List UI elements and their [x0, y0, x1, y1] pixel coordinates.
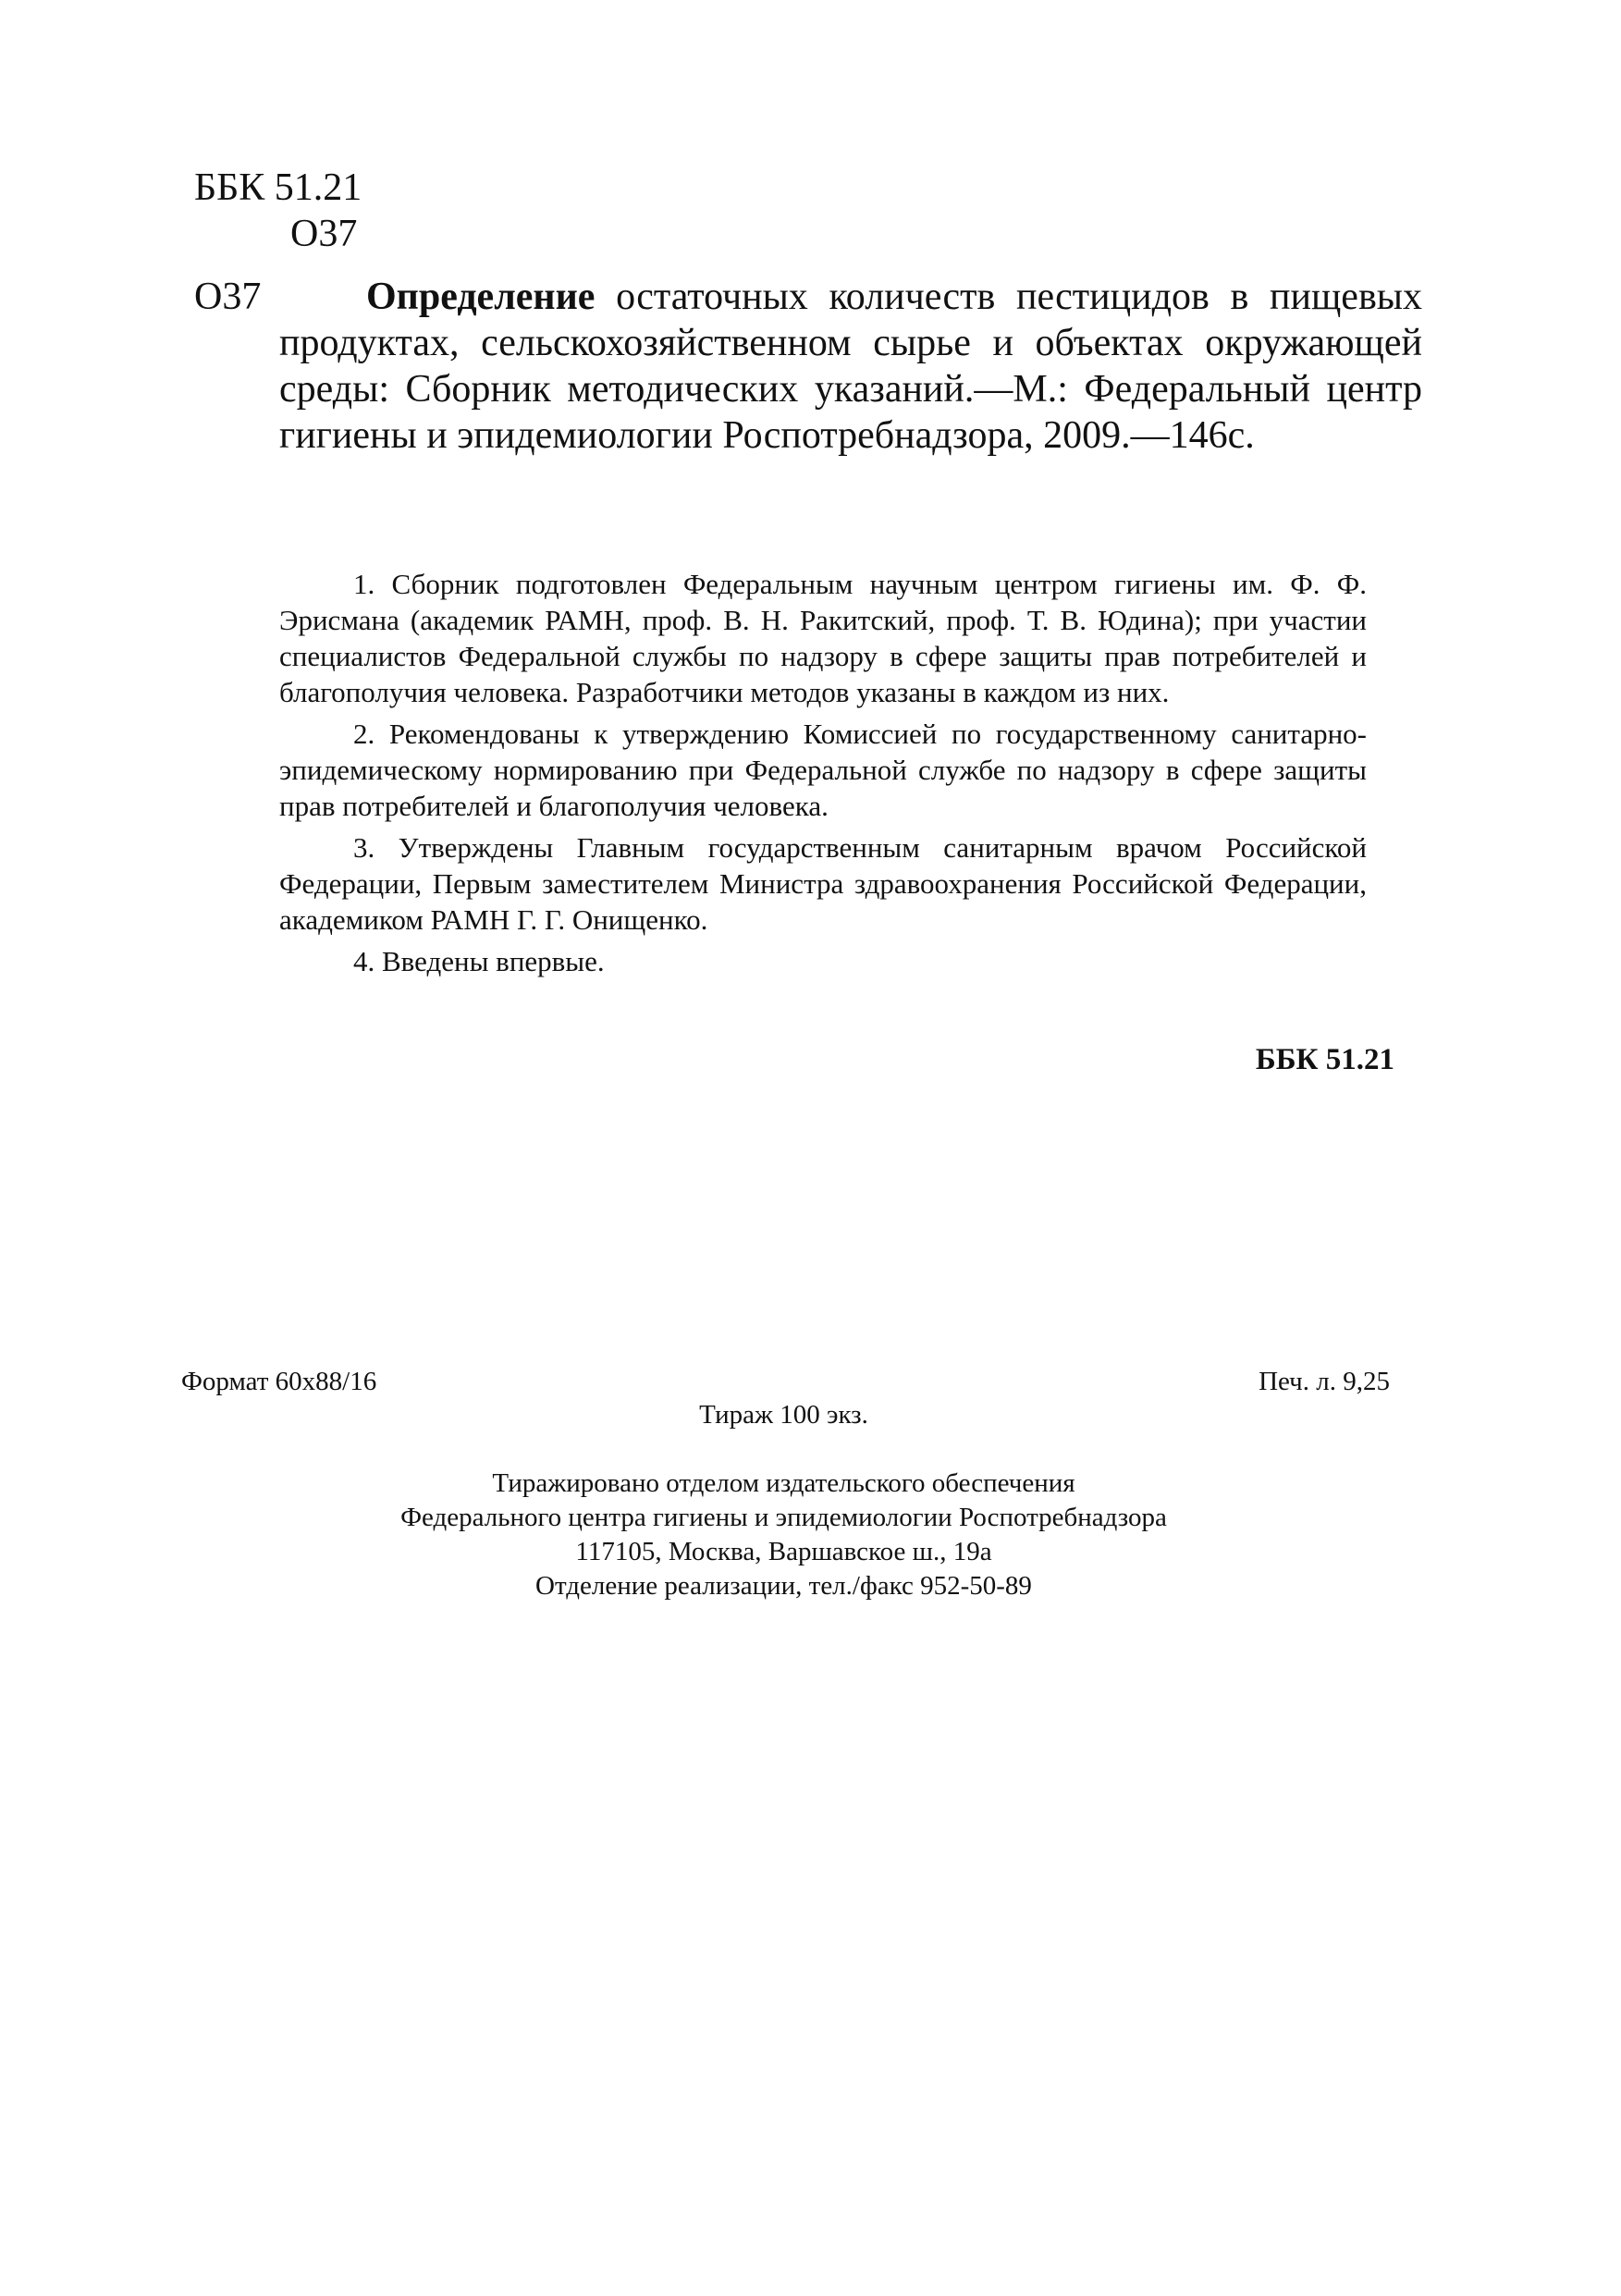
note-item: 3. Утверждены Главным государственным санитарным врачом Российской Федерации, Первым заместителем Министра здравоохранения Российской Федерации, академиком РАМН Г. Г. Онищенко. [279, 831, 1367, 936]
imprint-sheets: Печ. л. 9,25 [1259, 1367, 1390, 1396]
notes-list [279, 566, 1367, 985]
bibliographic-description [194, 274, 1422, 459]
note-item: 1. Сборник подготовлен Федеральным научным центром гигиены им. Ф. Ф. Эрисмана (академик РАМН, проф. В. Н. Ракитский, проф. Т. В. Юдина); при участии специалистов Федеральной службы по надзору в сфере защиты прав потребителей и благополучия человека. Разработчики методов указаны в каждом из них. [279, 568, 1367, 708]
author-mark: О37 [290, 213, 358, 255]
publisher-info [0, 1467, 1567, 1603]
bbk-header [194, 165, 362, 257]
publisher-line: Отделение реализации, тел./факс 952-50-89 [535, 1571, 1032, 1601]
biblio-title-lead: Определение [366, 276, 596, 318]
bbk-label: ББК 51.21 [194, 166, 362, 209]
imprint-print-run: Тираж 100 экз. [699, 1400, 868, 1430]
note-item: 4. Введены впервые. [353, 945, 605, 977]
publisher-line: 117105, Москва, Варшавское ш., 19а [575, 1537, 992, 1566]
biblio-description: остаточных количеств пестицидов в пищевых продуктах, сельскохозяйственном сырье и объектах окружающей среды: Сборник методических указаний.—М.: Федеральный центр гигиены и эпидемиологии Роспотребнадзора, 2009.—146с. [279, 276, 1422, 457]
note-item: 2. Рекомендованы к утверждению Комиссией по государственному санитарно-эпидемическому нормированию при Федеральной службе по надзору в сфере защиты прав потребителей и благополучия человека. [279, 718, 1367, 822]
bbk-bottom-label: ББК 51.21 [1255, 1043, 1394, 1076]
biblio-author-mark: О37 [194, 276, 262, 318]
biblio-text [279, 274, 1422, 459]
publisher-line: Федерального центра гигиены и эпидемиологии Роспотребнадзора [400, 1503, 1167, 1532]
imprint-format: Формат 60x88/16 [181, 1367, 377, 1396]
publisher-line: Тиражировано отделом издательского обеспечения [492, 1468, 1075, 1498]
